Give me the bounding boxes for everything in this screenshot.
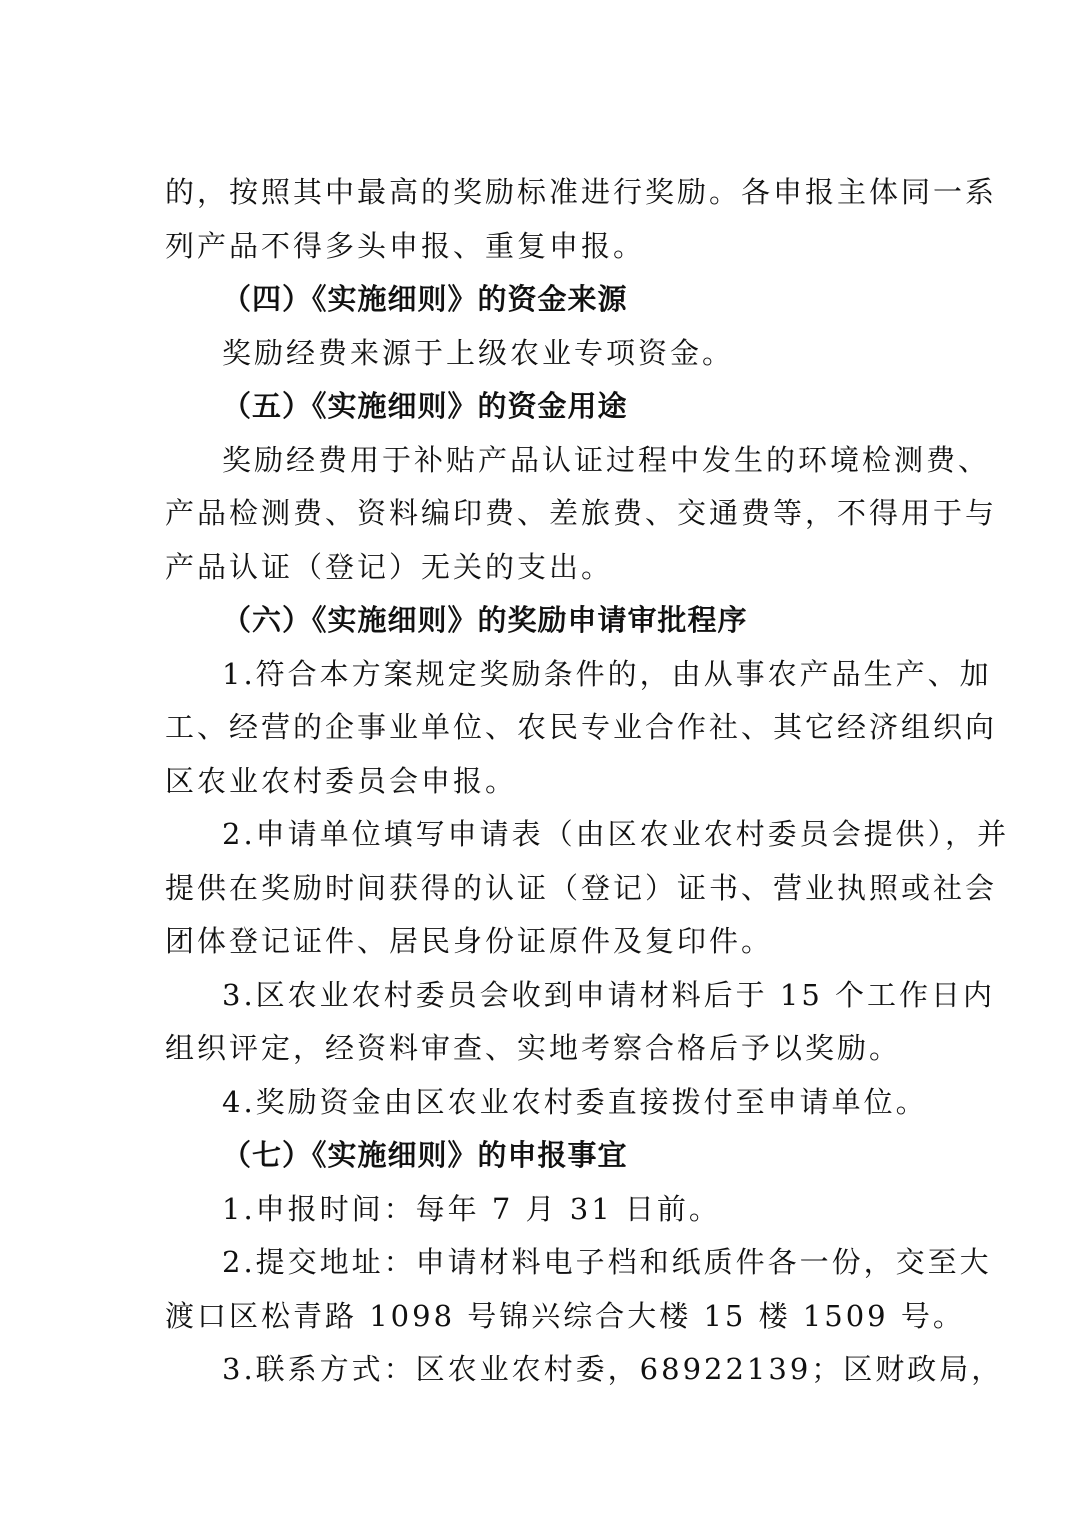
body-text-line: 1.申报时间：每年 7 月 31 日前。 [222,1192,721,1226]
body-text-line: 列产品不得多头申报、重复申报。 [165,229,646,263]
body-text-line: 提供在奖励时间获得的认证（登记）证书、营业执照或社会 [165,871,998,905]
section-heading-6: （六）《实施细则》的奖励申请审批程序 [222,603,748,637]
section-heading-7: （七）《实施细则》的申报事宜 [222,1138,628,1172]
body-text-line: 3.联系方式：区农业农村委，68922139；区财政局， [222,1352,1004,1386]
body-text-line: 3.区农业农村委员会收到申请材料后于 15 个工作日内 [222,978,996,1012]
body-text-line: 奖励经费来源于上级农业专项资金。 [222,336,735,370]
body-text-line: 产品认证（登记）无关的支出。 [165,550,614,584]
section-heading-4: （四）《实施细则》的资金来源 [222,282,628,316]
body-text-line: 的，按照其中最高的奖励标准进行奖励。各申报主体同一系 [165,175,998,209]
body-text-line: 2.申请单位填写申请表（由区农业农村委员会提供），并 [222,817,1010,851]
body-text-line: 组织评定，经资料审查、实地考察合格后予以奖励。 [165,1031,902,1065]
body-text-line: 奖励经费用于补贴产品认证过程中发生的环境检测费、 [222,443,991,477]
body-text-line: 渡口区松青路 1098 号锦兴综合大楼 15 楼 1509 号。 [165,1299,965,1333]
body-text-line: 2.提交地址：申请材料电子档和纸质件各一份，交至大 [222,1245,992,1279]
section-heading-5: （五）《实施细则》的资金用途 [222,389,628,423]
body-text-line: 4.奖励资金由区农业农村委直接拨付至申请单位。 [222,1085,928,1119]
body-text-line: 区农业农村委员会申报。 [165,764,518,798]
body-text-line: 产品检测费、资料编印费、差旅费、交通费等，不得用于与 [165,496,998,530]
body-text-line: 1.符合本方案规定奖励条件的，由从事农产品生产、加 [222,657,992,691]
body-text-line: 工、经营的企事业单位、农民专业合作社、其它经济组织向 [165,710,998,744]
body-text-line: 团体登记证件、居民身份证原件及复印件。 [165,924,774,958]
